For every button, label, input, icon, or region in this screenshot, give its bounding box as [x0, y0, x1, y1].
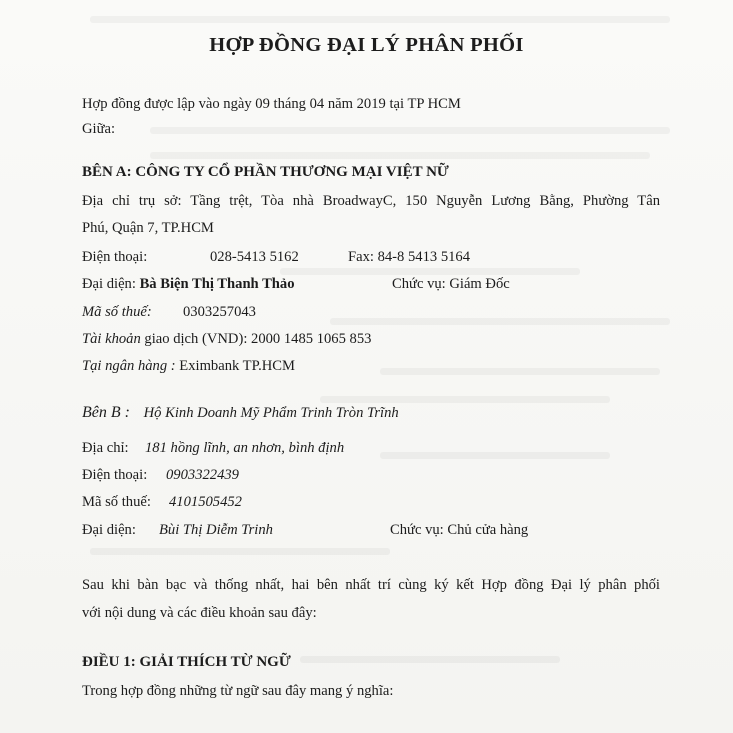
party-a-bank-name: Eximbank TP.HCM — [175, 358, 295, 374]
party-a-address-line1: Địa chỉ trụ sở: Tầng trệt, Tòa nhà BroadwayC, 150 Nguyễn Lương Bằng, Phường Tân — [82, 193, 660, 209]
party-a-representative — [82, 276, 295, 293]
party-a-heading: BÊN A: CÔNG TY CỔ PHẦN THƯƠNG MẠI VIỆT NỮ — [82, 164, 449, 180]
party-a-account — [82, 331, 371, 348]
between-label: Giữa: — [82, 121, 116, 137]
party-a-fax: Fax: 84-8 5413 5164 — [348, 249, 471, 265]
party-a-address-line2: Phú, Quận 7, TP.HCM — [82, 220, 214, 236]
bleed-through-mark — [330, 318, 670, 325]
party-b-tax: 4101505452 — [169, 494, 242, 510]
party-a-phone-label: Điện thoại: — [82, 249, 148, 265]
party-b-phone-label: Điện thoại: — [82, 467, 148, 483]
party-a-bank — [82, 358, 295, 375]
party-b-position: Chức vụ: Chủ cửa hàng — [390, 522, 529, 538]
party-a-rep-label: Đại diện: — [82, 276, 140, 292]
party-a-rep-name: Bà Biện Thị Thanh Thảo — [139, 276, 295, 292]
bleed-through-mark — [90, 16, 670, 23]
bleed-through-mark — [320, 396, 610, 403]
bleed-through-mark — [150, 152, 650, 159]
party-b-rep-label: Đại diện: — [82, 522, 136, 538]
bleed-through-mark — [280, 268, 580, 275]
party-a-tax-label: Mã số thuế: — [82, 304, 152, 320]
party-a-account-rest: giao dịch (VND): 2000 1485 1065 853 — [140, 331, 372, 347]
agreement-line2: với nội dung và các điều khoản sau đây: — [82, 605, 317, 621]
party-b-heading — [82, 404, 399, 422]
party-b-rep-name: Bùi Thị Diễm Trinh — [159, 522, 273, 538]
party-a-position: Chức vụ: Giám Đốc — [392, 276, 510, 292]
party-b-address-label: Địa chỉ: — [82, 440, 129, 456]
bleed-through-mark — [90, 548, 390, 555]
bleed-through-mark — [300, 656, 560, 663]
party-a-bank-label: Tại ngân hàng : — [82, 358, 176, 374]
article-1-intro: Trong hợp đồng những từ ngữ sau đây mang ý nghĩa: — [82, 683, 394, 699]
party-a-account-label: Tài khoản — [82, 331, 141, 347]
bleed-through-mark — [380, 368, 660, 375]
party-a-phone: 028-5413 5162 — [210, 249, 299, 265]
contract-date-line: Hợp đồng được lập vào ngày 09 tháng 04 năm 2019 tại TP HCM — [82, 96, 461, 112]
party-a-tax: 0303257043 — [183, 304, 256, 320]
agreement-line1: Sau khi bàn bạc và thống nhất, hai bên nhất trí cùng ký kết Hợp đồng Đại lý phân phối — [82, 577, 660, 593]
bleed-through-mark — [380, 452, 610, 459]
party-b-heading-label: Bên B : — [82, 404, 130, 421]
article-1-heading: ĐIỀU 1: GIẢI THÍCH TỪ NGỮ — [82, 654, 291, 670]
party-b-tax-label: Mã số thuế: — [82, 494, 151, 510]
document-title: HỢP ĐỒNG ĐẠI LÝ PHÂN PHỐI — [209, 34, 524, 56]
bleed-through-mark — [150, 127, 670, 134]
party-b-address: 181 hồng lĩnh, an nhơn, bình định — [145, 440, 345, 456]
party-b-business-name: Hộ Kinh Doanh Mỹ Phẩm Trinh Tròn Trĩnh — [143, 405, 399, 421]
party-b-phone: 0903322439 — [166, 467, 239, 483]
